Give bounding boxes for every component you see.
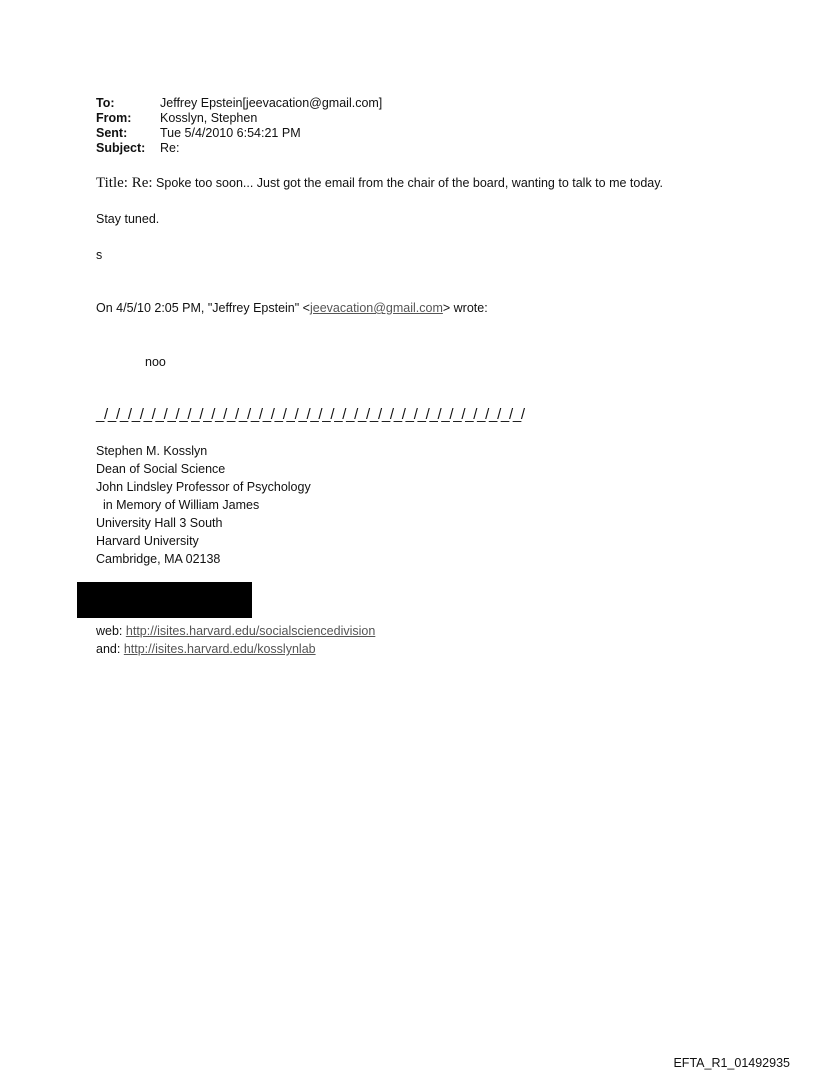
signature-line: Dean of Social Science	[96, 462, 226, 476]
and-line	[96, 640, 316, 658]
lab-link[interactable]: http://isites.harvard.edu/kosslynlab	[123, 642, 316, 656]
quote-email-link[interactable]: jeevacation@gmail.com	[309, 301, 443, 315]
from-value: Kosslyn, Stephen	[160, 111, 258, 125]
signature-block	[96, 442, 311, 568]
subject-value: Re:	[160, 141, 180, 155]
signature-line: John Lindsley Professor of Psychology	[96, 480, 311, 494]
message-line-stay-tuned: Stay tuned.	[96, 212, 160, 226]
sent-value: Tue 5/4/2010 6:54:21 PM	[160, 126, 301, 140]
to-row	[96, 96, 382, 111]
quoted-text: noo	[145, 355, 166, 369]
signature-line: University Hall 3 South	[96, 516, 223, 530]
web-line	[96, 622, 375, 640]
message-line-s: s	[96, 248, 103, 262]
sent-row	[96, 126, 382, 141]
and-label: and:	[96, 642, 121, 656]
document-id: EFTA_R1_01492935	[673, 1056, 790, 1070]
signature-line: Cambridge, MA 02138	[96, 552, 221, 566]
from-row	[96, 111, 382, 126]
quote-intro-before: On 4/5/10 2:05 PM, "Jeffrey Epstein" <	[96, 301, 310, 315]
quote-intro	[96, 299, 488, 317]
to-label: To:	[96, 96, 115, 110]
signature-line: Stephen M. Kosslyn	[96, 444, 208, 458]
quote-intro-after: > wrote:	[442, 301, 488, 315]
email-header	[96, 96, 382, 156]
subject-row	[96, 141, 382, 156]
message-title-line	[96, 174, 663, 192]
web-label: web:	[96, 624, 123, 638]
to-value: Jeffrey Epstein[jeevacation@gmail.com]	[160, 96, 383, 110]
sent-label: Sent:	[96, 126, 128, 140]
from-label: From:	[96, 111, 132, 125]
redaction-box	[77, 582, 252, 618]
title-prefix: Title: Re:	[96, 175, 153, 191]
subject-label: Subject:	[96, 141, 146, 155]
title-text: Spoke too soon... Just got the email from the chair of the board, wanting to talk to me today.	[156, 176, 664, 190]
signature-line: in Memory of William James	[96, 498, 260, 512]
web-link[interactable]: http://isites.harvard.edu/socialsciencedivision	[125, 624, 376, 638]
signature-divider: _/_/_/_/_/_/_/_/_/_/_/_/_/_/_/_/_/_/_/_/_/_/_/_/_/_/_/_/_/_/_/_/_/_/_/_/	[96, 406, 525, 423]
signature-line: Harvard University	[96, 534, 199, 548]
